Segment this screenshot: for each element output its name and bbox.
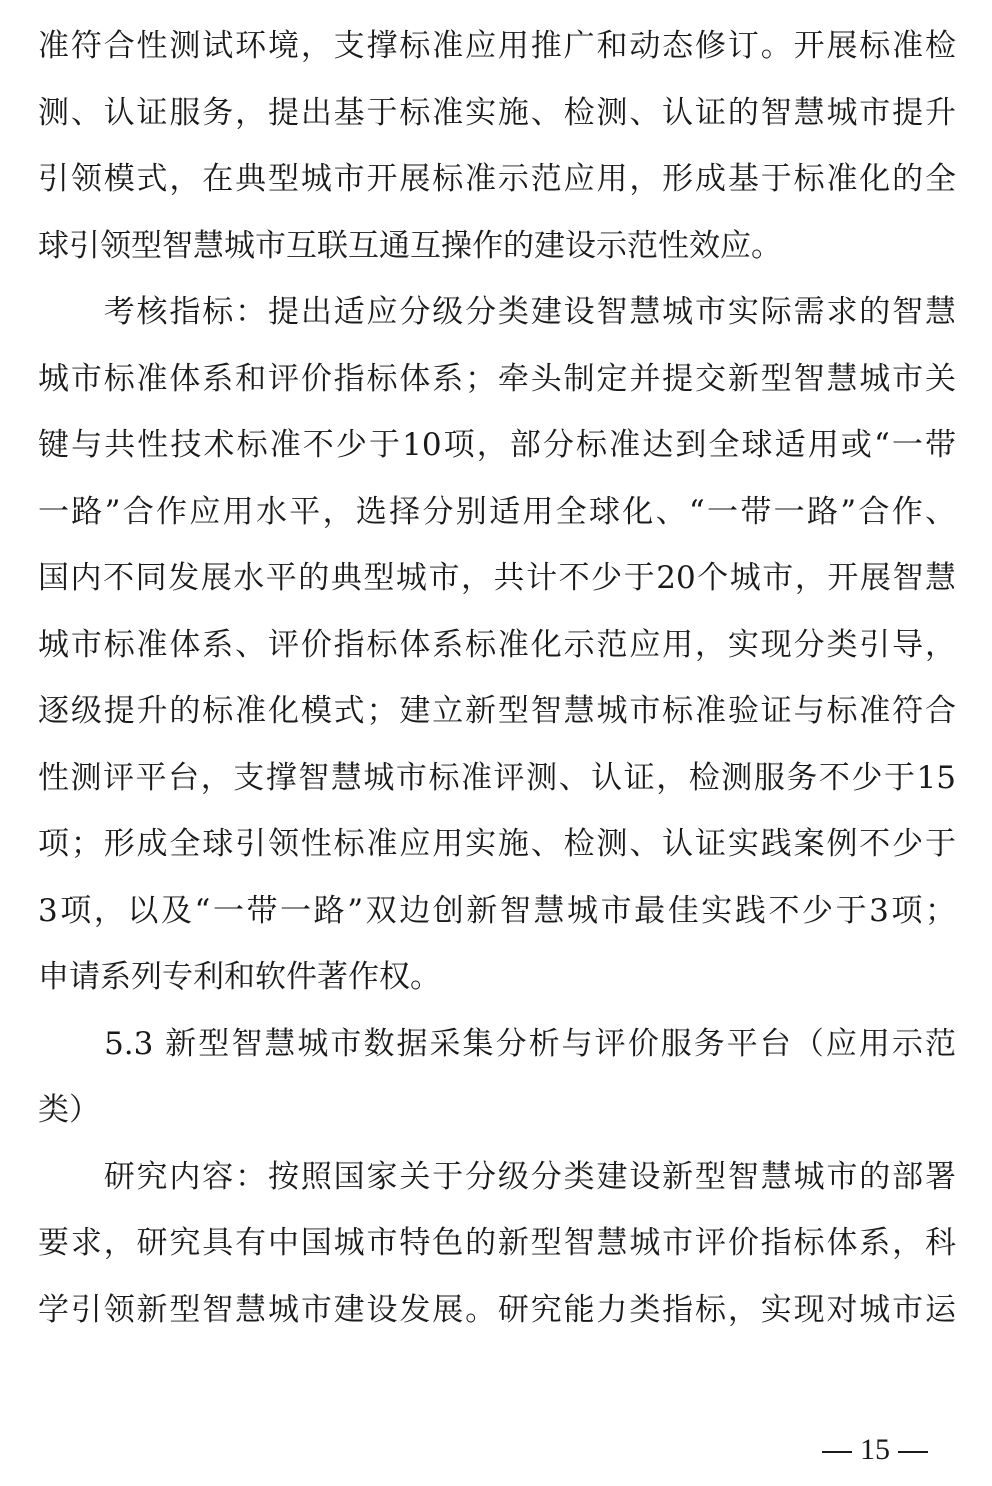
footer-dash-right bbox=[898, 1451, 928, 1453]
text-line: 准符合性测试环境，支撑标准应用推广和动态修订。开展标准检 bbox=[38, 28, 956, 64]
text-line: 一路”合作应用水平，选择分别适用全球化、“一带一路”合作、 bbox=[38, 493, 956, 530]
text-line: 申请系列专利和软件著作权。 bbox=[38, 959, 441, 995]
page-number: 15 bbox=[860, 1433, 890, 1466]
text-line: 研究内容：按照国家关于分级分类建设新型智慧城市的部署 bbox=[38, 1158, 956, 1195]
text-line: 国内不同发展水平的典型城市，共计不少于20个城市，开展智慧 bbox=[38, 560, 956, 596]
text-line: 键与共性技术标准不少于10项，部分标准达到全球适用或“一带 bbox=[38, 427, 956, 463]
text-line: 要求，研究具有中国城市特色的新型智慧城市评价指标体系，科 bbox=[38, 1225, 956, 1261]
document-body bbox=[38, 13, 956, 1343]
text-line: 城市标准体系和评价指标体系；牵头制定并提交新型智慧城市关 bbox=[38, 360, 956, 397]
text-line: 5.3 新型智慧城市数据采集分析与评价服务平台（应用示范 bbox=[38, 1025, 956, 1062]
text-line: 3项，以及“一带一路”双边创新智慧城市最佳实践不少于3项； bbox=[38, 892, 956, 929]
text-line: 考核指标：提出适应分级分类建设智慧城市实际需求的智慧 bbox=[38, 294, 956, 330]
page-footer bbox=[810, 1420, 940, 1480]
text-line: 学引领新型智慧城市建设发展。研究能力类指标，实现对城市运 bbox=[38, 1291, 956, 1328]
text-line: 项；形成全球引领性标准应用实施、检测、认证实践案例不少于 bbox=[38, 826, 956, 862]
text-line: 逐级提升的标准化模式；建立新型智慧城市标准验证与标准符合 bbox=[38, 693, 956, 729]
text-line: 城市标准体系、评价指标体系标准化示范应用，实现分类引导， bbox=[38, 626, 956, 663]
text-line: 测、认证服务，提出基于标准实施、检测、认证的智慧城市提升 bbox=[38, 94, 956, 131]
text-line: 引领模式，在典型城市开展标准示范应用，形成基于标准化的全 bbox=[38, 161, 956, 197]
text-line: 类） bbox=[38, 1092, 100, 1128]
text-line: 球引领型智慧城市互联互通互操作的建设示范性效应。 bbox=[38, 227, 782, 264]
text-line: 性测评平台，支撑智慧城市标准评测、认证，检测服务不少于15 bbox=[38, 759, 956, 796]
footer-dash-left bbox=[822, 1451, 852, 1453]
